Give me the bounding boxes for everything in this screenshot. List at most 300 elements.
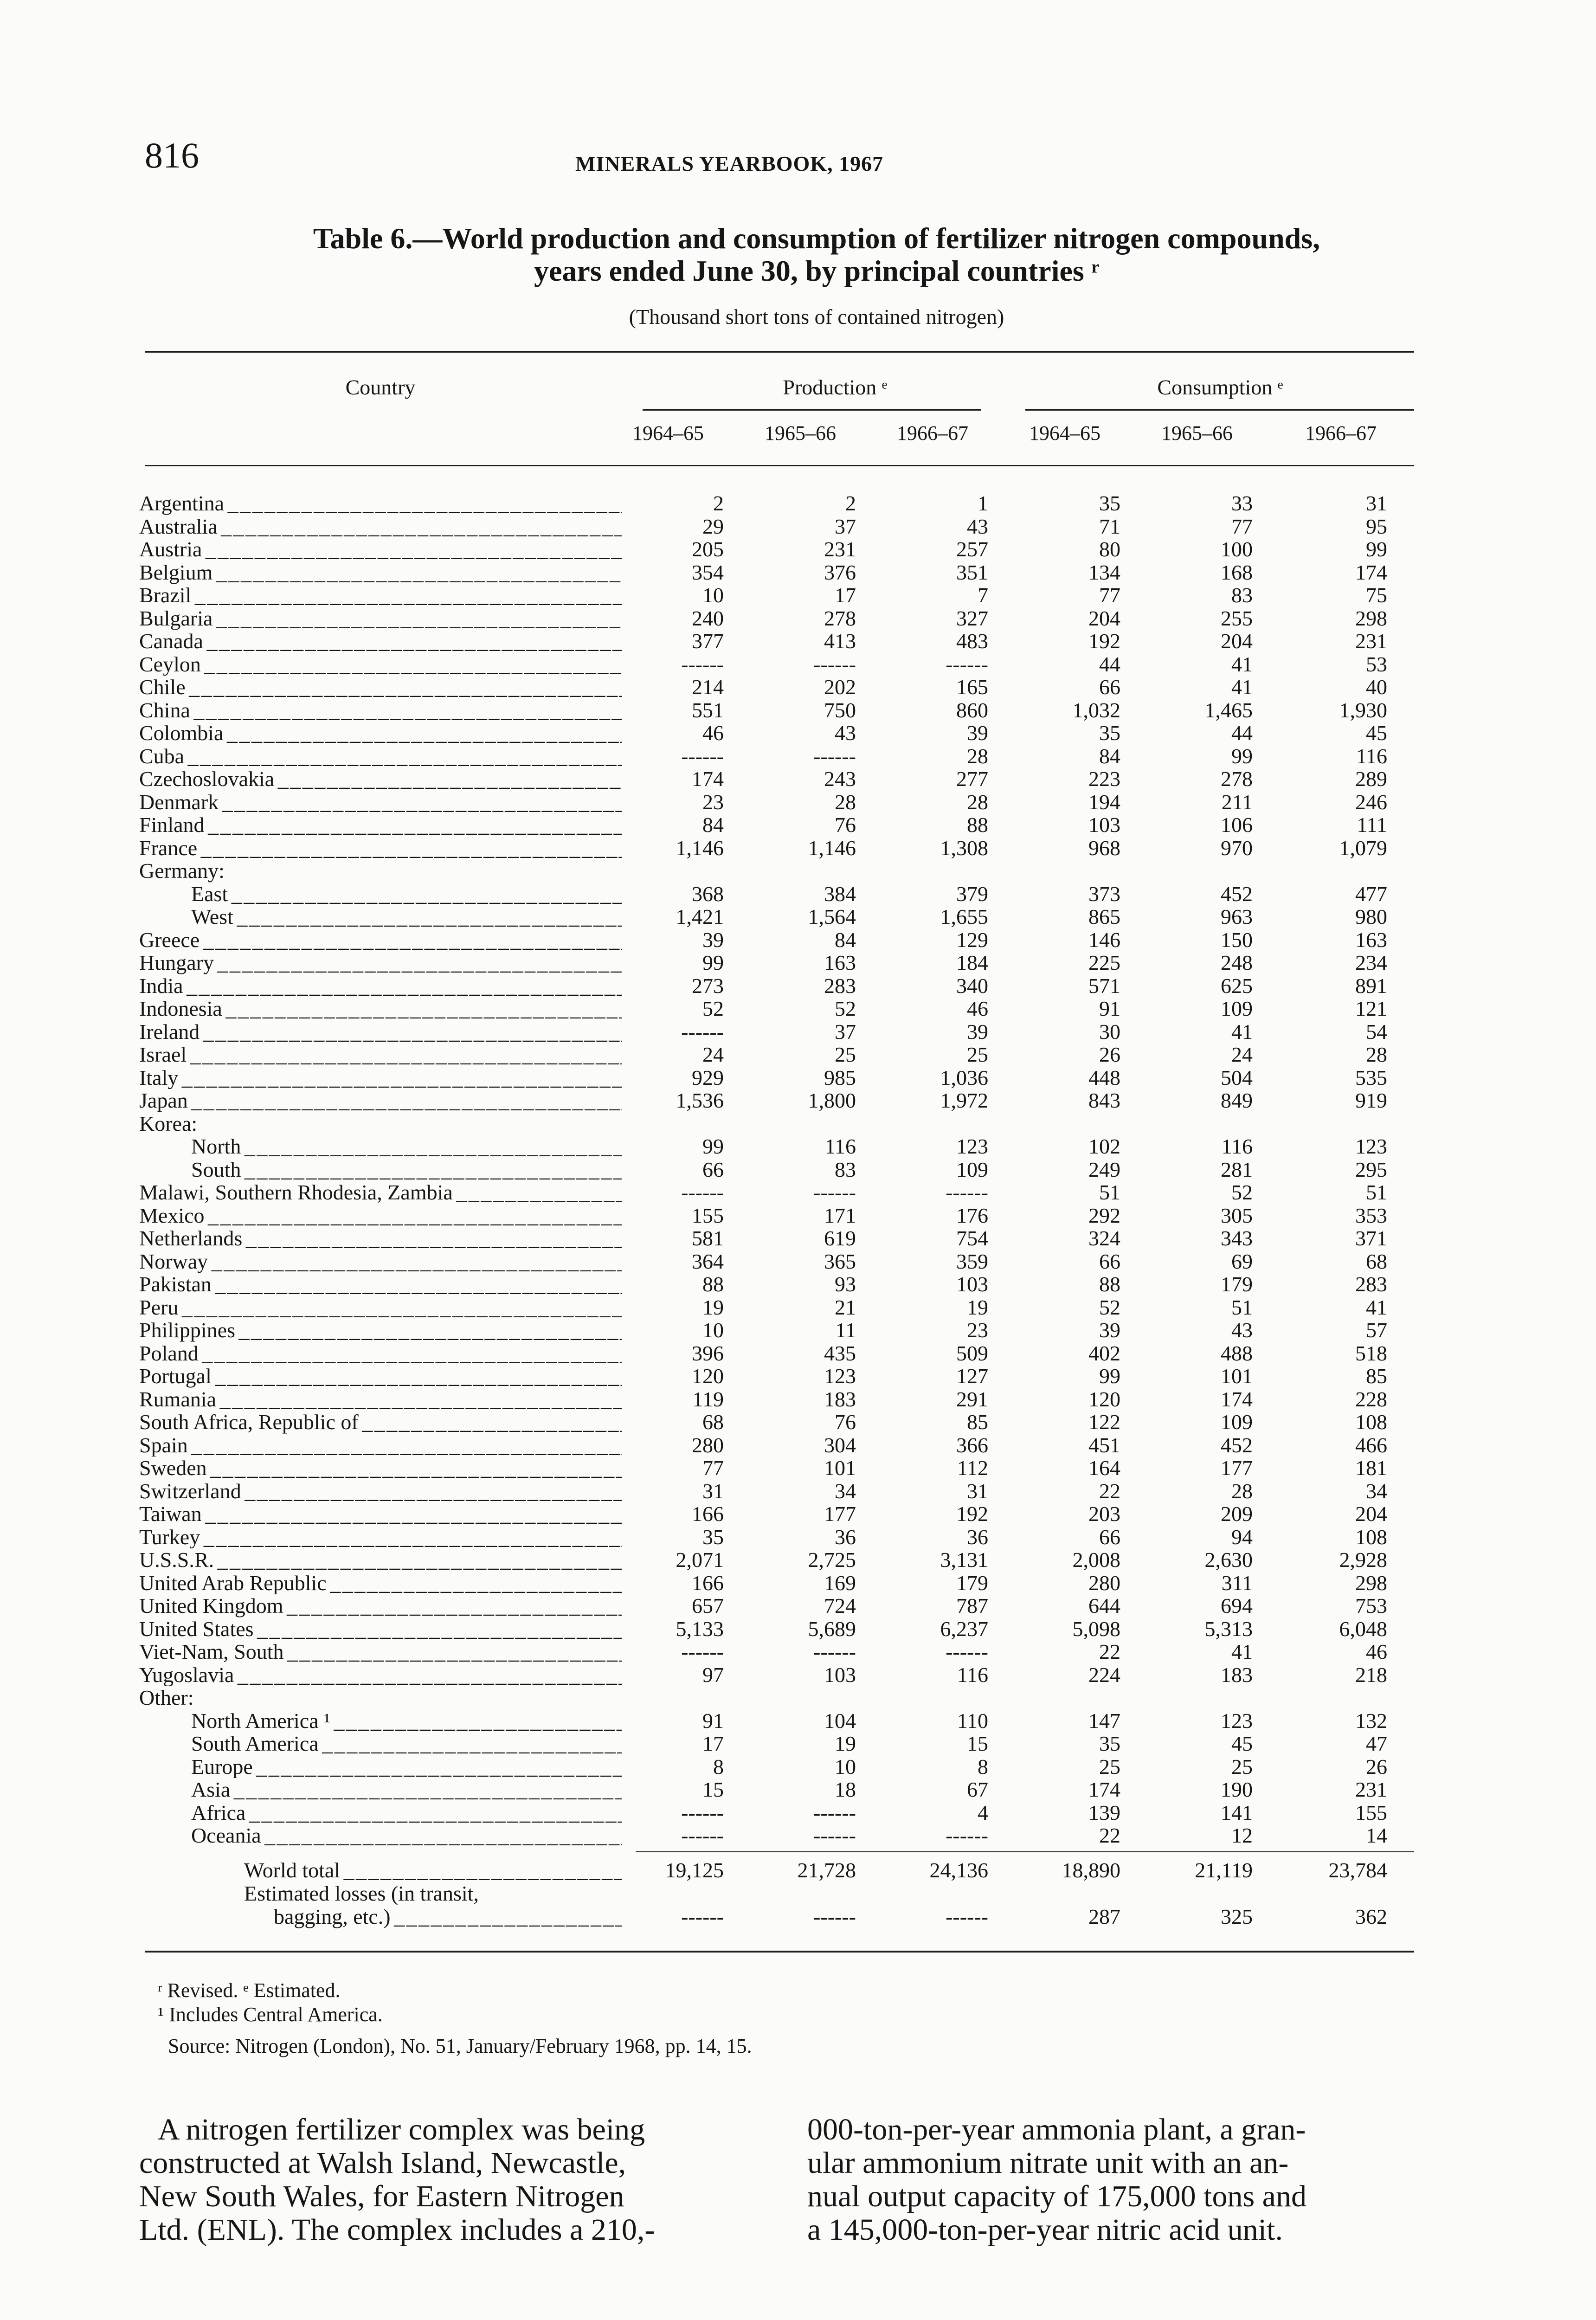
- cell: 891: [1355, 973, 1387, 998]
- row-label: Finland _ _ _: [139, 813, 622, 837]
- table-row: [139, 653, 1410, 676]
- cell: 163: [1355, 928, 1387, 952]
- cell: 343: [1221, 1226, 1253, 1250]
- cell: 146: [1088, 928, 1120, 952]
- text-line: a 145,000-ton-per-year nitric acid unit.: [807, 2213, 1283, 2247]
- cell: 101: [1221, 1364, 1253, 1388]
- table-row: [139, 1548, 1410, 1572]
- table-row: [139, 607, 1410, 630]
- row-label: Ceylon _ _ _: [139, 653, 622, 676]
- table-row: [139, 1158, 1410, 1181]
- cell: 54: [1366, 1019, 1387, 1044]
- cell: 51: [1099, 1180, 1120, 1204]
- cell: 88: [1099, 1272, 1120, 1296]
- row-label: France _ _ _: [139, 837, 622, 860]
- table-row: [139, 1526, 1410, 1549]
- cell: 91: [1099, 997, 1120, 1020]
- cell: 121: [1355, 997, 1387, 1020]
- table-row: [139, 1342, 1410, 1365]
- cell: 28: [1366, 1043, 1387, 1066]
- table-row: [139, 1411, 1410, 1434]
- cell: 1,972: [940, 1089, 988, 1112]
- cell: 24: [1231, 1043, 1253, 1066]
- table-row: [139, 974, 1410, 998]
- cell: 5,689: [808, 1617, 856, 1641]
- cell: 141: [1221, 1800, 1253, 1824]
- cell: 231: [1355, 1778, 1387, 1801]
- cell: ------: [681, 744, 724, 768]
- cell: 204: [1221, 629, 1253, 653]
- cell: ------: [681, 1824, 724, 1847]
- page-number: 816: [145, 135, 199, 175]
- cell: 324: [1088, 1226, 1120, 1250]
- row-label: Belgium _ _ _: [139, 561, 622, 584]
- row-label: United Kingdom _ _ _: [139, 1594, 622, 1618]
- cell: 435: [824, 1341, 856, 1365]
- cell: 129: [956, 928, 988, 952]
- table-row: [139, 1480, 1410, 1503]
- running-title: MINERALS YEARBOOK, 1967: [575, 152, 884, 175]
- row-label: Poland _ _ _: [139, 1342, 622, 1365]
- cell: 35: [1099, 491, 1120, 515]
- cell: 66: [702, 1157, 724, 1181]
- table-row: [139, 1663, 1410, 1687]
- cell: 10: [702, 583, 724, 607]
- cell: 34: [1366, 1479, 1387, 1503]
- row-label: Yugoslavia _ _ _: [139, 1663, 622, 1687]
- cell: 12: [1231, 1824, 1253, 1847]
- row-label: Bulgaria _ _ _: [139, 607, 622, 630]
- cell: 190: [1221, 1778, 1253, 1801]
- cell: 174: [1355, 560, 1387, 584]
- cell: 84: [702, 813, 724, 837]
- cell: 132: [1355, 1708, 1387, 1733]
- cell: 83: [835, 1157, 856, 1181]
- cell: ------: [813, 652, 856, 676]
- row-label: Austria _ _ _: [139, 538, 622, 561]
- cell: 99: [702, 951, 724, 974]
- cell: 843: [1088, 1089, 1120, 1112]
- cell: 209: [1221, 1502, 1253, 1526]
- table-row: [139, 951, 1410, 974]
- row-label: North _ _ _: [191, 1135, 622, 1158]
- cell: 120: [1088, 1387, 1120, 1411]
- cell: 289: [1355, 767, 1387, 791]
- row-label: Netherlands _ _ _: [139, 1227, 622, 1250]
- cell: 52: [702, 997, 724, 1020]
- table-row: [139, 1618, 1410, 1641]
- cell: 860: [956, 698, 988, 722]
- cell: 36: [835, 1525, 856, 1549]
- cell: 66: [1099, 1525, 1120, 1549]
- cell: 2,725: [808, 1548, 856, 1572]
- cell: 1,146: [676, 836, 724, 860]
- consumption-header-rule: [1025, 409, 1414, 411]
- table-row: [139, 1456, 1410, 1480]
- cell: 23,784: [1328, 1858, 1387, 1882]
- cell: 963: [1221, 905, 1253, 928]
- cell: 970: [1221, 836, 1253, 860]
- cell: 119: [692, 1387, 724, 1411]
- cell: 28: [967, 790, 988, 814]
- cell: 21,728: [797, 1858, 856, 1882]
- cell: 39: [967, 1019, 988, 1044]
- cell: 91: [702, 1708, 724, 1733]
- cell: 19: [967, 1295, 988, 1319]
- table-row: [139, 745, 1410, 768]
- cell: 488: [1221, 1341, 1253, 1365]
- cell: 376: [824, 560, 856, 584]
- cell: 787: [956, 1594, 988, 1618]
- cell: 67: [967, 1778, 988, 1801]
- cell: 19: [835, 1732, 856, 1755]
- cell: 750: [824, 698, 856, 722]
- cell: 69: [1231, 1249, 1253, 1273]
- cell: 5,133: [676, 1617, 724, 1641]
- cell: 28: [967, 744, 988, 768]
- table-row: [139, 699, 1410, 722]
- cell: 2,008: [1072, 1548, 1120, 1572]
- cell: 362: [1355, 1905, 1387, 1928]
- row-label: Chile _ _ _: [139, 676, 622, 699]
- cell: 452: [1221, 1433, 1253, 1457]
- cell: 26: [1099, 1043, 1120, 1066]
- cell: 31: [1366, 491, 1387, 515]
- cell: 47: [1366, 1732, 1387, 1755]
- cell: 23: [967, 1318, 988, 1342]
- cell: 311: [1221, 1571, 1253, 1595]
- text-line: A nitrogen fertilizer complex was being: [158, 2113, 645, 2146]
- cell: 85: [967, 1410, 988, 1434]
- table-row: [139, 928, 1410, 952]
- cell: 246: [1355, 790, 1387, 814]
- table-row: [139, 1204, 1410, 1227]
- table-row: [139, 1112, 1410, 1135]
- cell: 23: [702, 790, 724, 814]
- cell: 2: [845, 491, 856, 515]
- cell: ------: [813, 1905, 856, 1928]
- cell: 110: [957, 1708, 988, 1733]
- cell: 101: [824, 1456, 856, 1480]
- cell: 37: [835, 514, 856, 538]
- row-label: United Arab Republic _ _ _: [139, 1572, 622, 1595]
- cell: 371: [1355, 1226, 1387, 1250]
- cell: 919: [1355, 1089, 1387, 1112]
- cell: 283: [1355, 1272, 1387, 1296]
- cell: 504: [1221, 1065, 1253, 1089]
- cell: 985: [824, 1065, 856, 1089]
- cell: 111: [1357, 813, 1387, 837]
- cell: 1,655: [940, 905, 988, 928]
- cell: 477: [1355, 882, 1387, 906]
- cell: 384: [824, 882, 856, 906]
- cell: ------: [946, 1824, 988, 1847]
- table-row: [139, 813, 1410, 837]
- cell: 184: [956, 951, 988, 974]
- cell: 46: [967, 997, 988, 1020]
- row-label: Spain _ _ _: [139, 1434, 622, 1457]
- row-label: Czechoslovakia _ _ _: [139, 767, 622, 791]
- cell: 366: [956, 1433, 988, 1457]
- table-row: [139, 584, 1410, 607]
- cell: 39: [1099, 1318, 1120, 1342]
- cell: 18: [835, 1778, 856, 1801]
- cell: 41: [1231, 675, 1253, 699]
- cell: 273: [692, 973, 724, 998]
- cell: 280: [692, 1433, 724, 1457]
- cell: 625: [1221, 973, 1253, 998]
- row-label: Greece _ _ _: [139, 928, 622, 952]
- production-header-rule: [643, 409, 981, 411]
- text-line: ular ammonium nitrate unit with an an-: [807, 2146, 1289, 2180]
- row-label: World total _ _ _: [244, 1859, 622, 1882]
- cell: 21,119: [1195, 1858, 1253, 1882]
- cell: 225: [1088, 951, 1120, 974]
- row-label: Viet-Nam, South _ _ _: [139, 1640, 622, 1663]
- table-title-line1: Table 6.—World production and consumption of fertilizer nitrogen compounds,: [313, 222, 1320, 255]
- cell: 88: [702, 1272, 724, 1296]
- cell: 99: [702, 1134, 724, 1158]
- cell: 1,536: [676, 1089, 724, 1112]
- row-label: Sweden _ _ _: [139, 1456, 622, 1480]
- cell: 80: [1099, 537, 1120, 561]
- cell: 1,421: [676, 905, 724, 928]
- cell: 99: [1366, 537, 1387, 561]
- cell: 551: [692, 698, 724, 722]
- cell: 192: [1088, 629, 1120, 653]
- cell: 71: [1099, 514, 1120, 538]
- cell: ------: [813, 744, 856, 768]
- table-row: [139, 492, 1410, 515]
- cell: 8: [978, 1754, 988, 1779]
- cell: 22: [1099, 1824, 1120, 1847]
- cell: 35: [1099, 1732, 1120, 1755]
- cell: 171: [824, 1203, 856, 1227]
- cell: 351: [956, 560, 988, 584]
- row-label: Germany:: [139, 859, 225, 883]
- cell: 93: [835, 1272, 856, 1296]
- table-row: [139, 1572, 1410, 1595]
- cell: 174: [1088, 1778, 1120, 1801]
- footnotes: [158, 1978, 383, 2027]
- cell: 109: [1221, 997, 1253, 1020]
- cell: 183: [824, 1387, 856, 1411]
- cell: 287: [1088, 1905, 1120, 1928]
- cell: 41: [1366, 1295, 1387, 1319]
- cell: 17: [702, 1732, 724, 1755]
- table-row: [139, 1250, 1410, 1273]
- cell: ------: [946, 1640, 988, 1663]
- cell: 865: [1088, 905, 1120, 928]
- year-header: 1964–65: [632, 422, 704, 445]
- cell: 176: [956, 1203, 988, 1227]
- cell: 223: [1088, 767, 1120, 791]
- cell: 44: [1231, 721, 1253, 745]
- cell: 94: [1231, 1525, 1253, 1549]
- cell: 724: [824, 1594, 856, 1618]
- table-row: [139, 722, 1410, 745]
- cell: 83: [1231, 583, 1253, 607]
- cell: 19: [702, 1295, 724, 1319]
- cell: ------: [681, 1180, 724, 1204]
- row-label: South Africa, Republic of _ _ _: [139, 1411, 622, 1434]
- cell: 204: [1355, 1502, 1387, 1526]
- row-label: Colombia _ _ _: [139, 722, 622, 745]
- cell: 75: [1366, 583, 1387, 607]
- cell: 35: [702, 1525, 724, 1549]
- table-row: [139, 791, 1410, 814]
- cell: 1,036: [940, 1065, 988, 1089]
- cell: 164: [1088, 1456, 1120, 1480]
- cell: 365: [824, 1249, 856, 1273]
- cell: 169: [824, 1571, 856, 1595]
- row-label: Europe _ _ _: [191, 1755, 622, 1779]
- table-row: [139, 1319, 1410, 1342]
- row-label: China _ _ _: [139, 699, 622, 722]
- table-row: [139, 630, 1410, 653]
- cell: 41: [1231, 652, 1253, 676]
- cell: ------: [813, 1800, 856, 1824]
- cell: 166: [692, 1502, 724, 1526]
- row-label: Africa _ _ _: [191, 1801, 622, 1824]
- cell: 1,032: [1072, 698, 1120, 722]
- cell: ------: [813, 1640, 856, 1663]
- cell: 194: [1088, 790, 1120, 814]
- table-row: [139, 905, 1410, 928]
- row-label: Estimated losses (in transit,: [244, 1882, 479, 1905]
- cell: 168: [1221, 560, 1253, 584]
- table-row: [139, 1755, 1410, 1779]
- cell: 139: [1088, 1800, 1120, 1824]
- cell: 281: [1221, 1157, 1253, 1181]
- row-label: Italy _ _ _: [139, 1066, 622, 1089]
- text-line: nual output capacity of 175,000 tons and: [807, 2179, 1306, 2213]
- cell: 224: [1088, 1663, 1120, 1687]
- cell: 84: [1099, 744, 1120, 768]
- cell: 44: [1099, 652, 1120, 676]
- row-label: United States _ _ _: [139, 1618, 622, 1641]
- cell: 103: [956, 1272, 988, 1296]
- cell: 165: [956, 675, 988, 699]
- table-row: [139, 1296, 1410, 1319]
- cell: 1,308: [940, 836, 988, 860]
- row-label: Hungary _ _ _: [139, 951, 622, 974]
- cell: 292: [1088, 1203, 1120, 1227]
- row-label: Indonesia _ _ _: [139, 997, 622, 1020]
- cell: 134: [1088, 560, 1120, 584]
- row-label: Malawi, Southern Rhodesia, Zambia _ _ _: [139, 1181, 622, 1204]
- cell: 35: [1099, 721, 1120, 745]
- row-label: Peru _ _ _: [139, 1296, 622, 1319]
- cell: 17: [835, 583, 856, 607]
- cell: 24: [702, 1043, 724, 1066]
- cell: 41: [1231, 1640, 1253, 1663]
- cell: 849: [1221, 1089, 1253, 1112]
- cell: 46: [1366, 1640, 1387, 1663]
- cell: 166: [692, 1571, 724, 1595]
- cell: 68: [702, 1410, 724, 1434]
- row-label: Canada _ _ _: [139, 630, 622, 653]
- header-bottom-rule: [145, 465, 1414, 466]
- cell: 85: [1366, 1364, 1387, 1388]
- row-label: Mexico _ _ _: [139, 1204, 622, 1227]
- cell: 150: [1221, 928, 1253, 952]
- cell: 22: [1099, 1640, 1120, 1663]
- cell: 6,048: [1339, 1617, 1387, 1641]
- cell: 21: [835, 1295, 856, 1319]
- cell: 45: [1231, 1732, 1253, 1755]
- cell: 43: [835, 721, 856, 745]
- cell: 45: [1366, 721, 1387, 745]
- cell: 581: [692, 1226, 724, 1250]
- cell: 305: [1221, 1203, 1253, 1227]
- cell: 43: [967, 514, 988, 538]
- cell: 52: [1099, 1295, 1120, 1319]
- row-label: West _ _ _: [191, 905, 622, 928]
- cell: 52: [1231, 1180, 1253, 1204]
- table-body: [139, 492, 1410, 1847]
- cell: 2,630: [1204, 1548, 1253, 1572]
- table-row: [139, 1824, 1410, 1847]
- cell: 123: [1221, 1708, 1253, 1733]
- cell: 52: [835, 997, 856, 1020]
- cell: 84: [835, 928, 856, 952]
- cell: 6,237: [940, 1617, 988, 1641]
- cell: 249: [1088, 1157, 1120, 1181]
- row-label: Switzerland _ _ _: [139, 1480, 622, 1503]
- cell: 33: [1231, 491, 1253, 515]
- cell: 1,146: [808, 836, 856, 860]
- cell: 174: [1221, 1387, 1253, 1411]
- cell: 25: [835, 1043, 856, 1066]
- row-label: India _ _ _: [139, 974, 622, 998]
- row-label: Norway _ _ _: [139, 1250, 622, 1273]
- row-label: North America ¹ _ _ _: [191, 1709, 622, 1733]
- body-text-right: [807, 2113, 1420, 2247]
- cell: 68: [1366, 1249, 1387, 1273]
- losses-label-row: [139, 1882, 1410, 1905]
- cell: 25: [1231, 1754, 1253, 1779]
- table-row: [139, 1135, 1410, 1158]
- total-rule: [636, 1851, 1414, 1852]
- cell: 26: [1366, 1754, 1387, 1779]
- cell: 123: [824, 1364, 856, 1388]
- cell: 451: [1088, 1433, 1120, 1457]
- row-label: Japan _ _ _: [139, 1089, 622, 1112]
- cell: 34: [835, 1479, 856, 1503]
- cell: 340: [956, 973, 988, 998]
- cell: ------: [813, 1180, 856, 1204]
- cell: 619: [824, 1226, 856, 1250]
- cell: 283: [824, 973, 856, 998]
- table-row: [139, 767, 1410, 791]
- cell: 8: [713, 1754, 724, 1779]
- table-row: [139, 997, 1410, 1020]
- cell: 77: [1099, 583, 1120, 607]
- cell: 5,313: [1204, 1617, 1253, 1641]
- cell: ------: [946, 1180, 988, 1204]
- table-row: [139, 1066, 1410, 1089]
- cell: 174: [692, 767, 724, 791]
- cell: 203: [1088, 1502, 1120, 1526]
- cell: 205: [692, 537, 724, 561]
- cell: 2,928: [1339, 1548, 1387, 1572]
- cell: 353: [1355, 1203, 1387, 1227]
- cell: 968: [1088, 836, 1120, 860]
- table-row: [139, 1732, 1410, 1755]
- cell: 3,131: [940, 1548, 988, 1572]
- world-total-row: [139, 1859, 1410, 1882]
